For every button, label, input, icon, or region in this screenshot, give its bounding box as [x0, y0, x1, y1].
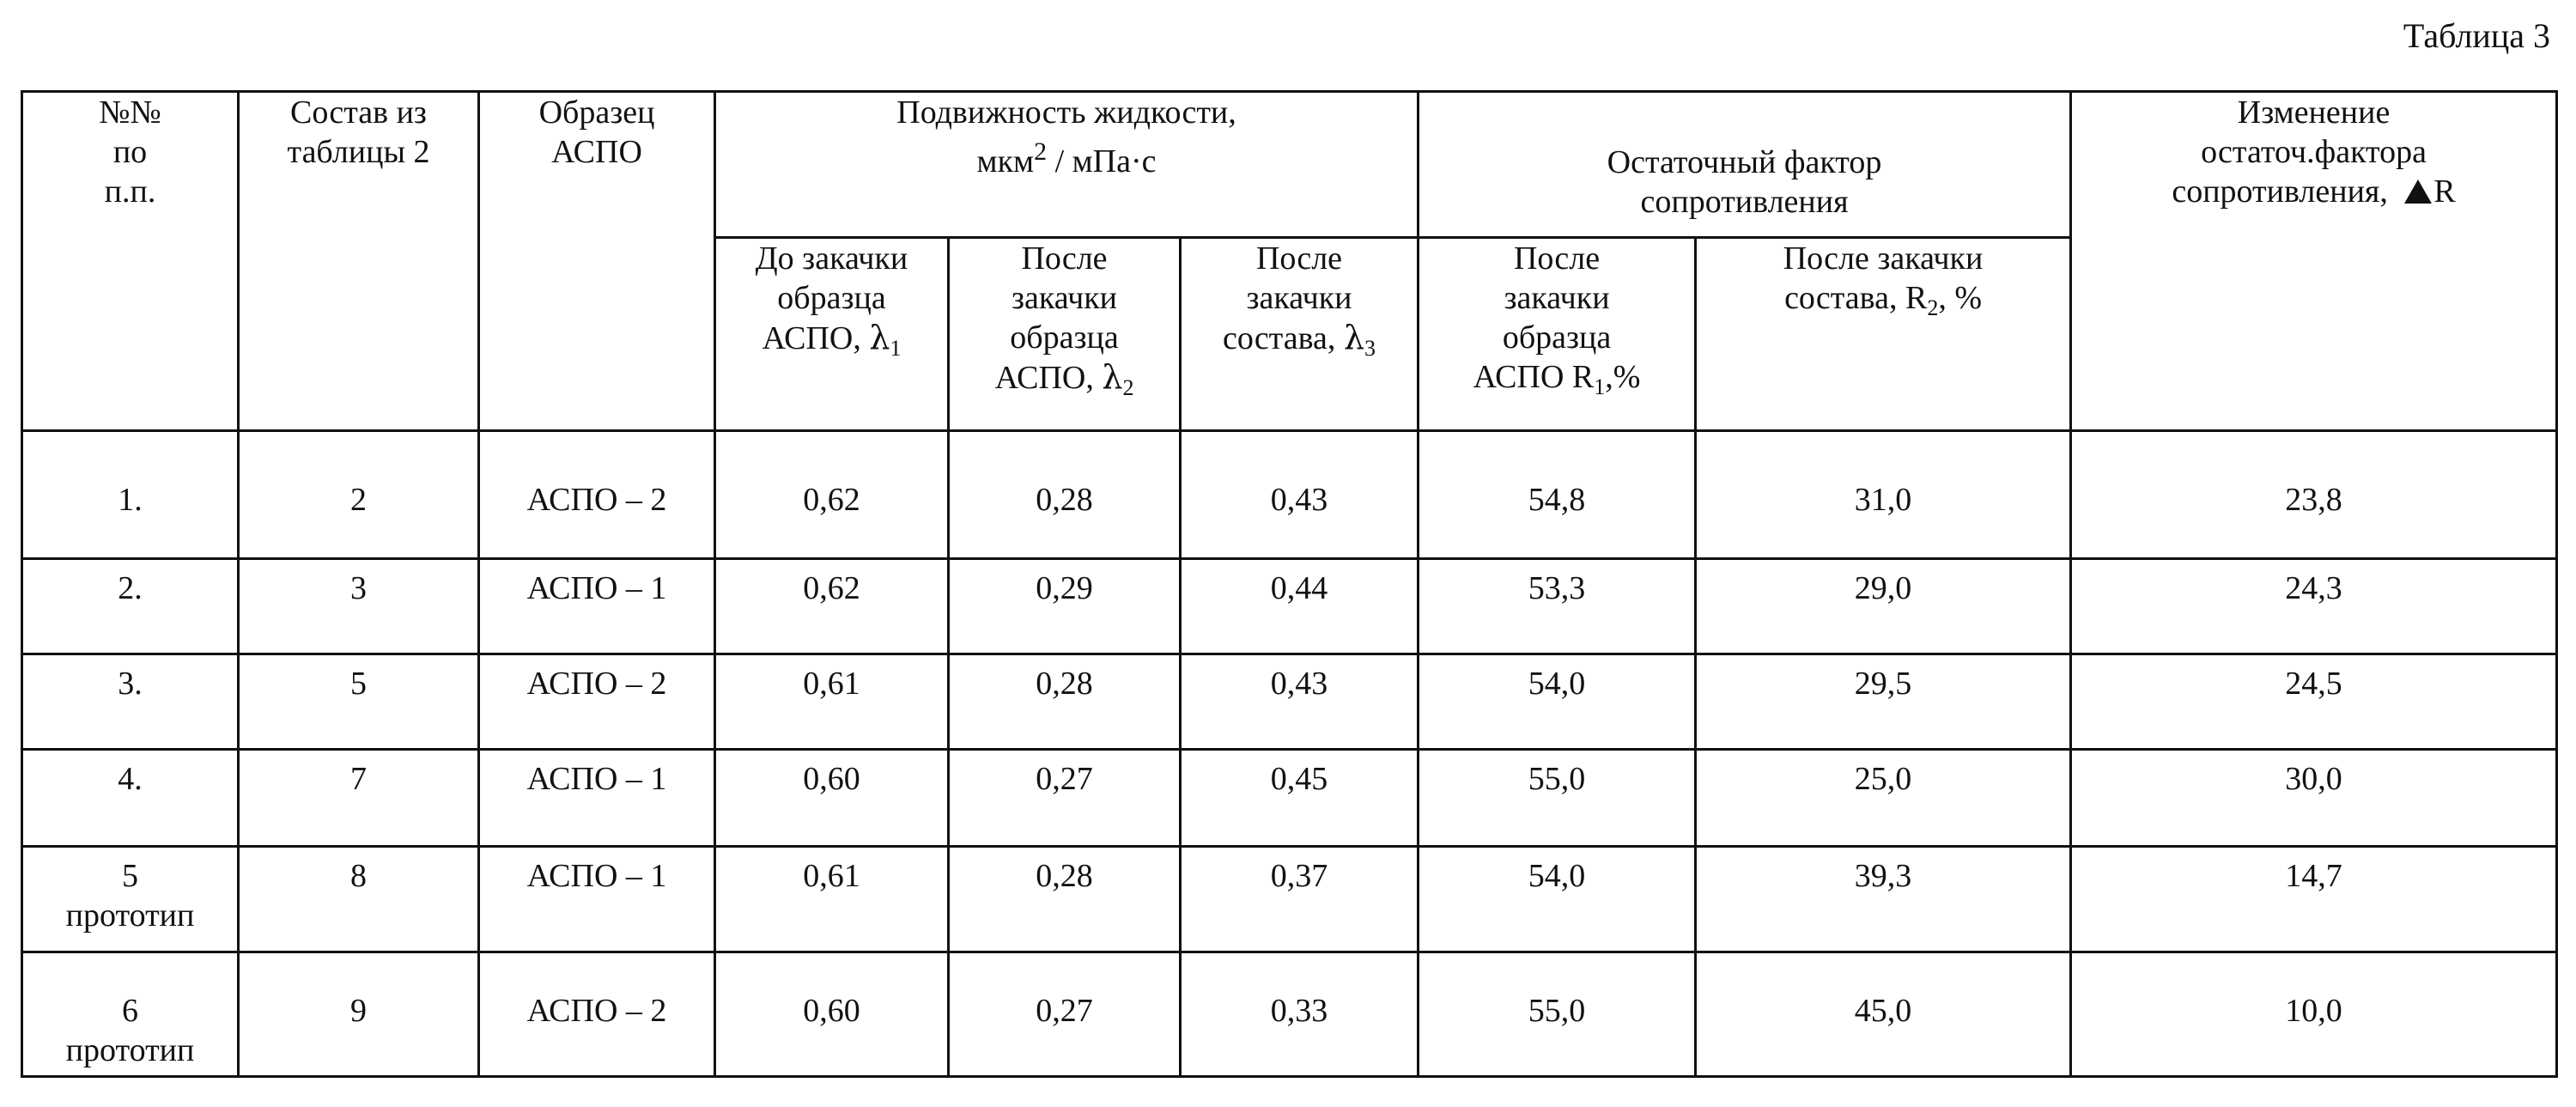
row-note: прототип: [65, 897, 195, 934]
cell-lambda1: 0,60: [715, 750, 949, 847]
cell-composition: 7: [239, 750, 479, 847]
cell-number: 1.: [22, 431, 239, 559]
header-subline: АСПО R: [1473, 359, 1595, 395]
header-subline: До закачки: [755, 240, 908, 277]
header-change-line: Изменение: [2237, 94, 2391, 131]
header-subline: закачки: [1246, 280, 1352, 316]
header-mobility-group: [715, 92, 1419, 238]
cell-r1: 55,0: [1419, 952, 1696, 1077]
header-change-line: сопротивления,: [2172, 173, 2397, 210]
cell-sample: АСПО – 1: [479, 750, 715, 847]
cell-number: 3.: [22, 654, 239, 750]
delta-icon: [2404, 179, 2432, 204]
cell-r2: 39,3: [1696, 847, 2071, 952]
cell-delta-r: 10,0: [2071, 952, 2557, 1077]
cell-composition: 2: [239, 431, 479, 559]
subscript: 2: [1927, 295, 1939, 320]
lambda-symbol: λ: [869, 319, 890, 356]
cell-lambda3: 0,45: [1181, 750, 1419, 847]
header-residual-group: [1419, 92, 2071, 238]
cell-sample: АСПО – 2: [479, 952, 715, 1077]
header-after-sample: [949, 238, 1181, 431]
lambda-symbol: λ: [1102, 358, 1123, 396]
header-mobility-unit-rest: / мПа·с: [1047, 143, 1157, 179]
header-subline: , %: [1938, 280, 1982, 316]
cell-lambda3: 0,44: [1181, 559, 1419, 654]
header-subline: После закачки: [1783, 240, 1984, 277]
cell-r1: 54,0: [1419, 654, 1696, 750]
row-number: 5: [122, 858, 138, 894]
cell-sample: АСПО – 2: [479, 654, 715, 750]
header-sample-line: Образец: [538, 94, 655, 131]
cell-lambda2: 0,28: [949, 431, 1181, 559]
cell-lambda1: 0,61: [715, 847, 949, 952]
header-mobility-unit-base: мкм: [976, 143, 1035, 179]
header-change: [2071, 92, 2557, 431]
cell-composition: 9: [239, 952, 479, 1077]
header-composition-line: таблицы 2: [287, 134, 430, 170]
lambda-symbol: λ: [1343, 319, 1365, 356]
cell-delta-r: 14,7: [2071, 847, 2557, 952]
row-note: прототип: [65, 1032, 195, 1068]
subscript: 1: [890, 336, 902, 361]
cell-r1: 54,8: [1419, 431, 1696, 559]
header-row-number-line: №№: [99, 94, 161, 131]
cell-lambda1: 0,62: [715, 559, 949, 654]
header-subline: образца: [1010, 319, 1119, 356]
header-before-injection: [715, 238, 949, 431]
cell-r1: 53,3: [1419, 559, 1696, 654]
table-row: [22, 431, 2557, 559]
table-caption: Таблица 3: [2403, 16, 2550, 55]
table-row: [22, 847, 2557, 952]
cell-number: 2.: [22, 559, 239, 654]
header-sample-line: АСПО: [551, 134, 642, 170]
cell-composition: 5: [239, 654, 479, 750]
header-composition: [239, 92, 479, 431]
cell-r2: 31,0: [1696, 431, 2071, 559]
cell-composition: 3: [239, 559, 479, 654]
header-row-number: [22, 92, 239, 431]
header-subline: образца: [1502, 319, 1612, 356]
header-subline: После: [1021, 240, 1108, 277]
subscript: 1: [1594, 374, 1606, 399]
header-subline: После: [1255, 240, 1343, 277]
subscript: 2: [1122, 375, 1134, 400]
header-subline: закачки: [1504, 280, 1610, 316]
cell-sample: АСПО – 1: [479, 559, 715, 654]
header-change-symbol: R: [2433, 173, 2456, 210]
header-r1: [1419, 238, 1696, 431]
cell-delta-r: 30,0: [2071, 750, 2557, 847]
header-composition-line: Состав из: [290, 94, 427, 131]
cell-lambda1: 0,62: [715, 431, 949, 559]
cell-delta-r: 24,3: [2071, 559, 2557, 654]
cell-number: 4.: [22, 750, 239, 847]
cell-composition: 8: [239, 847, 479, 952]
header-residual-line: Остаточный фактор: [1607, 144, 1882, 180]
cell-r2: 29,5: [1696, 654, 2071, 750]
header-row-number-line: по: [112, 134, 148, 170]
table-row: [22, 952, 2557, 1077]
cell-number: [22, 952, 239, 1077]
header-residual-line: сопротивления: [1640, 184, 1849, 220]
subscript: 3: [1364, 336, 1376, 361]
cell-r2: 45,0: [1696, 952, 2071, 1077]
header-subline: состава,: [1223, 320, 1344, 356]
cell-lambda1: 0,60: [715, 952, 949, 1077]
row-number: 6: [122, 993, 138, 1029]
cell-lambda2: 0,28: [949, 654, 1181, 750]
cell-lambda3: 0,37: [1181, 847, 1419, 952]
cell-lambda2: 0,27: [949, 952, 1181, 1077]
cell-lambda3: 0,43: [1181, 431, 1419, 559]
table-row: [22, 654, 2557, 750]
cell-lambda3: 0,33: [1181, 952, 1419, 1077]
header-change-line: остаточ.фактора: [2201, 134, 2427, 170]
cell-lambda2: 0,27: [949, 750, 1181, 847]
header-subline: После: [1513, 240, 1601, 277]
header-subline: состава, R: [1784, 280, 1928, 316]
header-subline: АСПО,: [994, 360, 1103, 396]
cell-sample: АСПО – 1: [479, 847, 715, 952]
header-mobility-title: Подвижность жидкости,: [896, 94, 1236, 131]
cell-lambda1: 0,61: [715, 654, 949, 750]
cell-lambda3: 0,43: [1181, 654, 1419, 750]
cell-lambda2: 0,29: [949, 559, 1181, 654]
cell-r1: 55,0: [1419, 750, 1696, 847]
cell-sample: АСПО – 2: [479, 431, 715, 559]
header-row-number-line: п.п.: [104, 173, 156, 210]
cell-delta-r: 24,5: [2071, 654, 2557, 750]
header-subline: образца: [777, 280, 886, 316]
results-table: [21, 90, 2558, 1078]
header-r2: [1696, 238, 2071, 431]
header-mobility-unit-exponent: 2: [1034, 137, 1048, 166]
cell-r2: 25,0: [1696, 750, 2071, 847]
cell-r1: 54,0: [1419, 847, 1696, 952]
header-subline: ,%: [1605, 359, 1641, 395]
header-subline: АСПО,: [762, 320, 870, 356]
cell-r2: 29,0: [1696, 559, 2071, 654]
header-subline: закачки: [1011, 280, 1118, 316]
header-after-composition: [1181, 238, 1419, 431]
cell-delta-r: 23,8: [2071, 431, 2557, 559]
table-row: [22, 559, 2557, 654]
cell-number: [22, 847, 239, 952]
table-row: [22, 750, 2557, 847]
header-sample: [479, 92, 715, 431]
cell-lambda2: 0,28: [949, 847, 1181, 952]
